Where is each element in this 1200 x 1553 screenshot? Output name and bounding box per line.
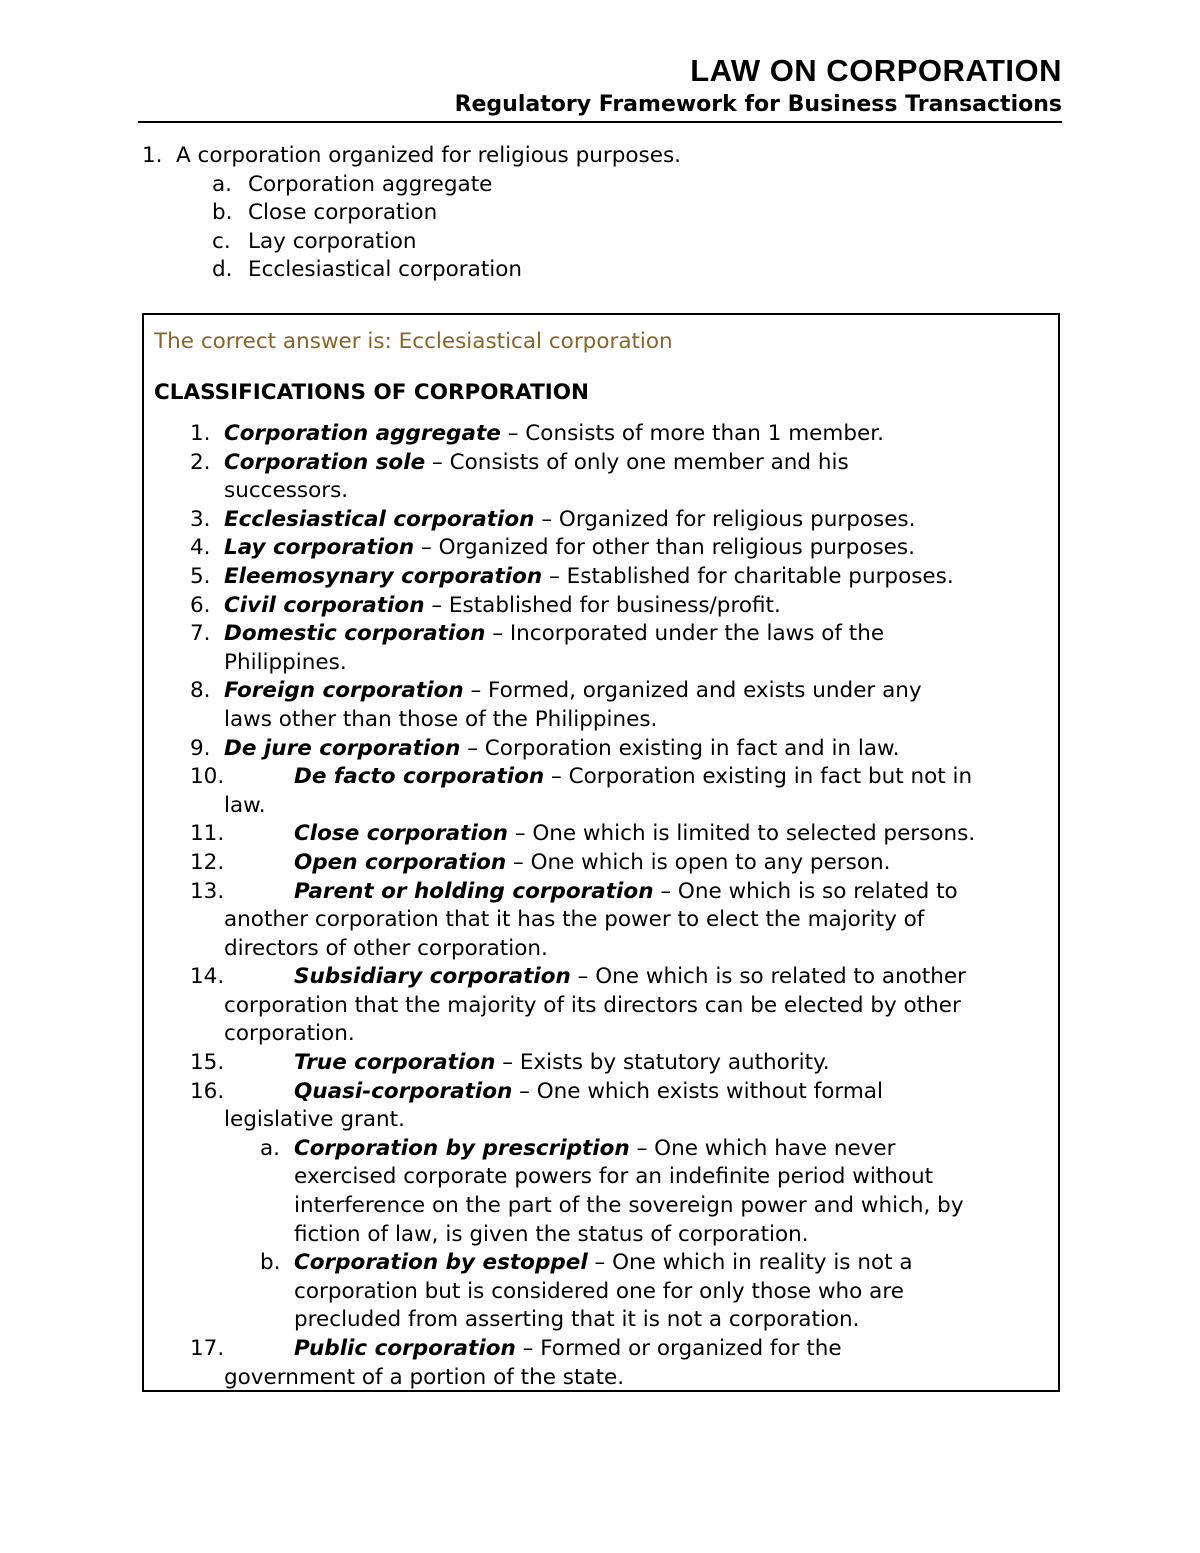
item-number: 12. [190, 849, 225, 875]
classification-item [144, 420, 1058, 449]
item-description: law. [224, 792, 266, 818]
choice-text: Corporation aggregate [248, 171, 493, 197]
item-description: – Corporation existing in fact and in law. [460, 735, 900, 761]
classification-item [144, 1335, 1058, 1392]
item-term: Public corporation [294, 1336, 516, 1361]
item-description: Philippines. [224, 649, 347, 675]
classification-item [144, 563, 1058, 592]
item-description: – One which is so related to [653, 878, 958, 904]
item-term: Civil corporation [224, 592, 425, 618]
item-description: exercised corporate powers for an indefinite period without [294, 1164, 934, 1190]
item-term: True corporation [294, 1050, 496, 1076]
item-term: Foreign corporation [224, 678, 464, 704]
choice-d [142, 256, 1042, 285]
item-term: Quasi-corporation [294, 1078, 513, 1104]
item-description: interference on the part of the sovereign power and which, by [294, 1193, 964, 1219]
choice-c [142, 228, 1042, 257]
item-number: 4. [190, 535, 211, 561]
item-number: 3. [190, 506, 211, 532]
item-description: legislative grant. [224, 1107, 405, 1133]
choice-text: Ecclesiastical corporation [248, 257, 522, 282]
item-term: Subsidiary corporation [294, 964, 571, 990]
item-description: corporation that the majority of its directors can be elected by other [224, 992, 961, 1018]
item-description: – Established for business/profit. [424, 592, 781, 618]
item-description: – Established for charitable purposes. [542, 563, 954, 589]
item-description: – Corporation existing in fact but not in [544, 764, 973, 790]
choice-letter: b. [212, 200, 233, 225]
item-number: 1. [190, 421, 211, 446]
classification-item [144, 677, 1058, 734]
item-description: – Incorporated under the laws of the [485, 621, 885, 647]
classification-item [144, 1135, 1058, 1249]
item-description: – Organized for other than religious purposes. [414, 535, 915, 561]
classification-item [144, 763, 1058, 820]
document-title: LAW ON CORPORATION [690, 53, 1062, 88]
item-description: corporation. [224, 1021, 355, 1047]
item-description: – Consists of more than 1 member. [500, 421, 884, 446]
question-block [142, 142, 1042, 285]
answer-explanation-box [142, 313, 1060, 1392]
item-description: laws other than those of the Philippines. [224, 706, 658, 732]
item-description: directors of other corporation. [224, 935, 548, 961]
item-term: Corporation by estoppel [294, 1250, 588, 1276]
item-description: government of a portion of the state. [224, 1364, 625, 1390]
classification-item [144, 592, 1058, 621]
item-term: Corporation by prescription [294, 1135, 630, 1161]
classification-item [144, 963, 1058, 1049]
question-text: A corporation organized for religious purposes. [176, 143, 681, 168]
classification-item [144, 878, 1058, 964]
item-description: – One which is open to any person. [506, 849, 891, 875]
item-number: 17. [190, 1336, 225, 1361]
document-header [138, 52, 1062, 120]
item-term: Ecclesiastical corporation [224, 506, 535, 532]
choice-a [142, 171, 1042, 200]
classification-item [144, 1049, 1058, 1078]
classification-item [144, 1249, 1058, 1335]
choice-text: Close corporation [248, 200, 438, 225]
item-number: 15. [190, 1050, 225, 1076]
item-description: – Consists of only one member and his [425, 449, 849, 475]
item-term: Lay corporation [224, 535, 415, 561]
correct-answer: The correct answer is: Ecclesiastical corporation [154, 329, 673, 354]
classification-item [144, 620, 1058, 677]
item-number: 6. [190, 592, 211, 618]
item-description: successors. [224, 478, 349, 504]
classification-item [144, 534, 1058, 563]
item-description: – One which have never [629, 1135, 896, 1161]
item-term: Close corporation [294, 821, 508, 847]
item-term: Open corporation [294, 849, 507, 875]
item-term: Parent or holding corporation [294, 878, 654, 904]
item-number: 7. [190, 621, 211, 647]
item-description: precluded from asserting that it is not a corporation. [294, 1307, 860, 1333]
item-number: a. [260, 1135, 281, 1161]
item-number: 14. [190, 964, 225, 990]
item-description: – Formed, organized and exists under any [463, 678, 922, 704]
item-description: – One which is so related to another [570, 964, 966, 990]
header-divider [138, 121, 1062, 123]
item-description: – One which in reality is not a [587, 1250, 913, 1276]
item-term: De jure corporation [224, 735, 461, 761]
item-number: 9. [190, 735, 211, 761]
classification-item [144, 506, 1058, 535]
classification-item [144, 449, 1058, 506]
item-number: 13. [190, 878, 225, 904]
classification-list [144, 420, 1058, 1392]
item-number: b. [260, 1250, 281, 1276]
choice-letter: a. [212, 171, 233, 197]
question-number: 1. [142, 143, 163, 168]
classifications-heading: CLASSIFICATIONS OF CORPORATION [154, 380, 590, 405]
classification-item [144, 820, 1058, 849]
item-number: 8. [190, 678, 211, 704]
item-term: Eleemosynary corporation [224, 563, 543, 589]
item-term: Domestic corporation [224, 621, 486, 647]
item-description: – Organized for religious purposes. [534, 506, 916, 532]
choice-letter: d. [212, 257, 233, 282]
item-description: – One which is limited to selected persons. [507, 821, 976, 847]
item-description: – Exists by statutory authority. [495, 1050, 830, 1076]
item-description: – One which exists without formal [512, 1078, 883, 1104]
document-subtitle: Regulatory Framework for Business Transactions [454, 92, 1062, 117]
item-description: fiction of law, is given the status of corporation. [294, 1221, 809, 1247]
item-number: 2. [190, 449, 211, 475]
item-number: 16. [190, 1078, 225, 1104]
item-description: another corporation that it has the power to elect the majority of [224, 907, 925, 933]
choice-b [142, 199, 1042, 228]
item-term: Corporation sole [224, 449, 426, 475]
classification-item [144, 735, 1058, 764]
question-stem [142, 142, 1042, 171]
item-term: De facto corporation [294, 764, 545, 790]
classification-item [144, 849, 1058, 878]
choice-text: Lay corporation [248, 228, 417, 254]
item-term: Corporation aggregate [224, 421, 501, 446]
item-description: corporation but is considered one for only those who are [294, 1278, 904, 1304]
item-description: – Formed or organized for the [515, 1336, 842, 1361]
classification-item [144, 1078, 1058, 1135]
item-number: 11. [190, 821, 225, 847]
item-number: 5. [190, 563, 211, 589]
choice-letter: c. [212, 228, 231, 254]
item-number: 10. [190, 764, 225, 790]
